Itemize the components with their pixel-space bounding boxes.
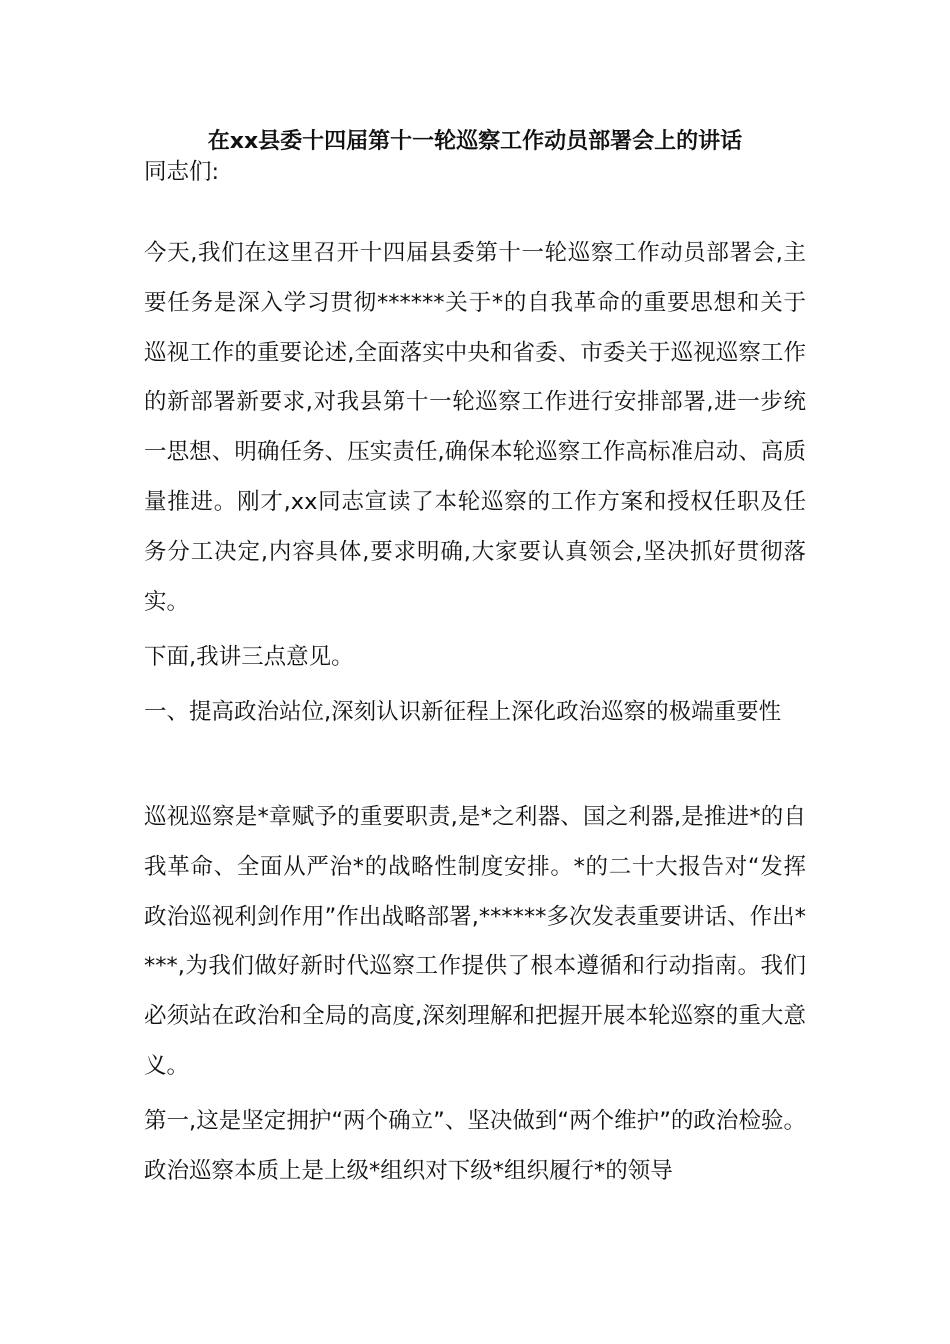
paragraph-opening: 今天,我们在这里召开十四届县委第十一轮巡察工作动员部署会,主要任务是深入学习贯彻******关于*的自我革命的重要思想和关于巡视工作的重要论述,全面落实中央和省委、市委关于巡视巡察工作的新部署新要求,对我县第十一轮巡察工作进行安排部署,进一步统一思想、明确任务、压实责任,确保本轮巡察工作高标准启动、高质量推进。刚才,xx同志宣读了本轮巡察的工作方案和授权任职及任务分工决定,内容具体,要求明确,大家要认真领会,坚决抓好贯彻落实。 <box>144 240 806 615</box>
section-heading-1: 一、提高政治站位,深刻认识新征程上深化政治巡察的极端重要性 <box>144 699 782 725</box>
salutation: 同志们: <box>144 159 220 185</box>
paragraph-point-1: 第一,这是坚定拥护“两个确立”、坚决做到“两个维护”的政治检验。政治巡察本质上是上级*组织对下级*组织履行*的领导 <box>144 1108 806 1184</box>
document-title: 在xx县委十四届第十一轮巡察工作动员部署会上的讲话 <box>207 129 743 154</box>
paragraph-section-1-body: 巡视巡察是*章赋予的重要职责,是*之利器、国之利器,是推进*的自我革命、全面从严治*的战略性制度安排。*的二十大报告对“发挥政治巡视利剑作用”作出战略部署,******多次发表重要讲话、作出****,为我们做好新时代巡察工作提供了根本遵循和行动指南。我们必须站在政治和全局的高度,深刻理解和把握开展本轮巡察的重大意义。 <box>144 804 806 1079</box>
paragraph-transition: 下面,我讲三点意见。 <box>144 644 354 670</box>
